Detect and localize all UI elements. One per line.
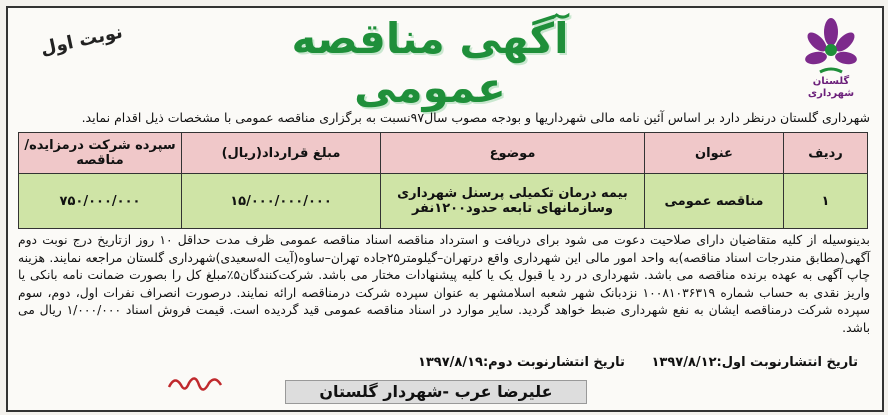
logo-text-city: گلستان	[812, 76, 850, 87]
cell-row-number: ۱	[784, 174, 868, 229]
signature-bar: علیرضا عرب -شهردار گلستان	[285, 380, 587, 404]
first-publication-date: تاریخ انتشارنوبت اول:۱۳۹۷/۸/۱۲	[651, 355, 858, 370]
header-subject: موضوع	[381, 133, 645, 174]
cell-deposit: ۷۵۰/۰۰۰/۰۰۰	[19, 174, 182, 229]
header-contract-amount: مبلغ قرارداد(ریال)	[182, 133, 381, 174]
signature-mark	[165, 369, 227, 397]
cell-contract-amount: ۱۵/۰۰۰/۰۰۰/۰۰۰	[182, 174, 381, 229]
second-publication-date: تاریخ انتشارنوبت دوم:۱۳۹۷/۸/۱۹	[417, 355, 625, 370]
turn-label: نوبت اول	[38, 21, 125, 60]
tender-table	[18, 132, 868, 229]
cell-subject: بیمه درمان تکمیلی پرسنل شهرداری وسازمانهای تابعه حدود۱۲۰۰نفر	[381, 174, 645, 229]
header-title: عنوان	[645, 133, 784, 174]
cell-title: مناقصه عمومی	[645, 174, 784, 229]
logo-text	[792, 76, 870, 99]
header-row-number: ردیف	[784, 133, 868, 174]
logo-text-municipality: شهرداری	[807, 87, 855, 99]
notice-title: آگهی مناقصه عمومی	[291, 14, 569, 112]
terms-paragraph: بدینوسیله از کلیه متقاضیان دارای صلاحیت دعوت می شود برای دریافت و استرداد مناقصه اسناد مناقصه عمومی ظرف مدت حداقل ۱۰ روز ازتاریخ درج نوبت دوم آگهی(مطابق مندرجات اسناد مناقصه)به واحد امور مالی این شهرداری واقع درتهران–گیلومتر۲۵جاده تهران–ساوه(آیت اله‌سعیدی)شهرداری گلستان مراجعه نمایند. هزینه چاپ آگهی به عهده برنده مناقصه می باشد. شهرداری در رد یا قبول یک یا کلیه پیشنهادات مختار می باشد. شرکت‌کنندگان۵٪مبلغ کل را بصورت ضمانت نامه بانکی یا واریز نقدی به حساب شماره ۱۰۰۸۱۰۳۶۳۱۹ نزدبانک شهر شعبه اسلامشهر به عنوان سپرده شرکت درمناقصه ارائه نمایند. درصورت انصراف نفرات اول، دوم، سوم سپرده شرکت درمناقصه ایشان به نفع شهرداری ضبط خواهد گردید. سایر موارد در اسناد مناقصه عمومی قید گردیده است. قیمت فروش اسناد ۱/۰۰۰/۰۰۰ ریال می باشد.	[18, 233, 870, 335]
table-row	[19, 174, 868, 229]
header-deposit: سپرده شرکت درمزایده/ مناقصه	[19, 133, 182, 174]
publication-dates	[396, 355, 858, 370]
table-header-row	[19, 133, 868, 174]
intro-text: شهرداری گلستان درنظر دارد بر اساس آئین نامه مالی شهرداریها و بودجه مصوب سال۹۷نسبت به برگزاری مناقصه عمومی با مشخصات ذیل اقدام نماید.	[81, 110, 870, 125]
